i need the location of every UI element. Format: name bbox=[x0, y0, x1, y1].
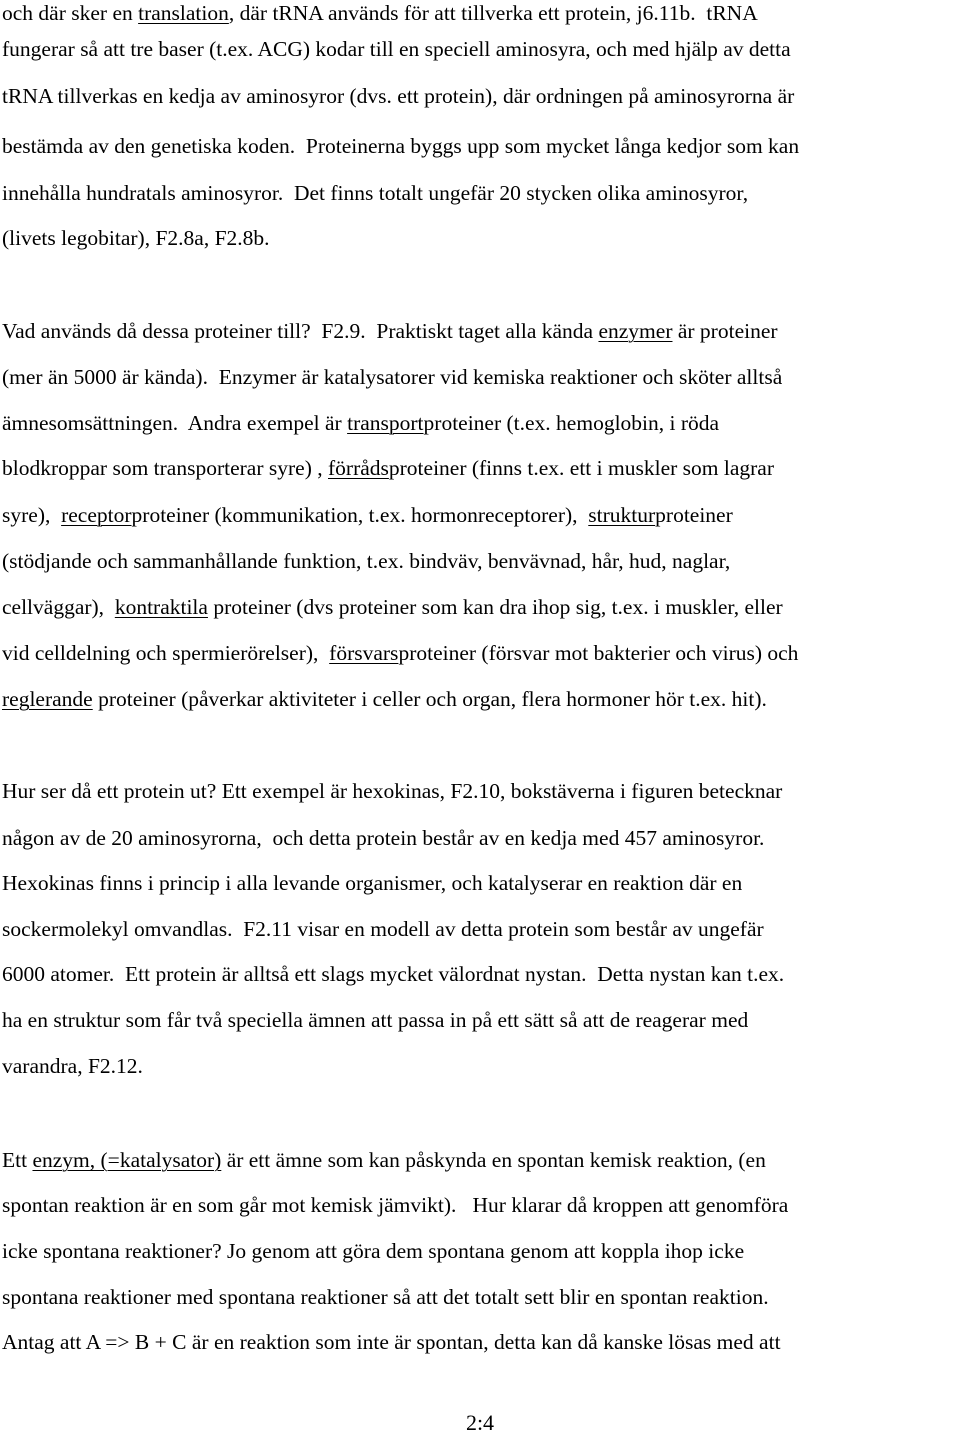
text-line bbox=[2, 961, 784, 987]
text-line bbox=[2, 455, 774, 481]
text-line bbox=[2, 916, 764, 942]
text-segment: icke spontana reaktioner? Jo genom att göra dem spontana genom att koppla ihop icke bbox=[2, 1239, 745, 1263]
text-segment: innehålla hundratals aminosyror. Det finns totalt ungefär 20 stycken olika aminosyror, bbox=[2, 181, 749, 205]
underlined-term: transport bbox=[347, 411, 424, 435]
text-segment: varandra, F2.12. bbox=[2, 1054, 143, 1078]
text-segment: Hexokinas finns i princip i alla levande organismer, och katalyserar en reaktion där en bbox=[2, 871, 743, 895]
text-segment: proteiner (påverkar aktiviteter i celler och organ, flera hormoner hör t.ex. hit). bbox=[92, 687, 767, 711]
underlined-term: translation bbox=[138, 1, 229, 25]
underlined-term: enzym, (=katalysator) bbox=[32, 1148, 222, 1172]
text-line bbox=[2, 1329, 781, 1355]
text-segment: vid celldelning och spermierörelser), bbox=[2, 641, 330, 665]
text-line bbox=[2, 502, 733, 528]
text-segment: proteiner (t.ex. hemoglobin, i röda bbox=[423, 411, 720, 435]
text-segment: proteiner (finns t.ex. ett i muskler som lagrar bbox=[388, 456, 774, 480]
text-line bbox=[2, 778, 782, 804]
text-line bbox=[2, 180, 748, 206]
text-segment: någon av de 20 aminosyrorna, och detta protein består av en kedja med 457 aminosyror. bbox=[2, 826, 765, 850]
text-line bbox=[2, 825, 764, 851]
text-line bbox=[2, 83, 794, 109]
text-line bbox=[2, 318, 778, 344]
text-segment: tRNA tillverkas en kedja av aminosyror (dvs. ett protein), där ordningen på aminosyrorna är bbox=[2, 84, 795, 108]
text-segment: och där sker en bbox=[2, 1, 139, 25]
text-segment: syre), bbox=[2, 503, 62, 527]
page-number: 2:4 bbox=[465, 1410, 495, 1435]
text-segment: Hur ser då ett protein ut? Ett exempel är hexokinas, F2.10, bokstäverna i figuren betecknar bbox=[2, 779, 783, 803]
text-segment: proteiner (kommunikation, t.ex. hormonreceptorer), bbox=[131, 503, 589, 527]
text-line bbox=[2, 594, 783, 620]
text-segment: (livets legobitar), F2.8a, F2.8b. bbox=[2, 226, 270, 250]
text-segment: Ett bbox=[2, 1148, 33, 1172]
text-segment: fungerar så att tre baser (t.ex. ACG) kodar till en speciell aminosyra, och med hjälp av detta bbox=[2, 37, 791, 61]
text-segment: är ett ämne som kan påskynda en spontan kemisk reaktion, (en bbox=[221, 1148, 766, 1172]
text-segment: cellväggar), bbox=[2, 595, 115, 619]
text-segment: är proteiner bbox=[672, 319, 778, 343]
text-line bbox=[2, 410, 719, 436]
underlined-term: förråds bbox=[328, 456, 389, 480]
underlined-term: enzymer bbox=[598, 319, 673, 343]
text-segment: 6000 atomer. Ett protein är alltså ett slags mycket välordnat nystan. Detta nystan kan t.ex. bbox=[2, 962, 785, 986]
text-segment: , där tRNA används för att tillverka ett protein, j6.11b. tRNA bbox=[228, 1, 758, 25]
text-segment: bestämda av den genetiska koden. Proteinerna byggs upp som mycket långa kedjor som kan bbox=[2, 134, 800, 158]
text-segment: proteiner (försvar mot bakterier och virus) och bbox=[398, 641, 799, 665]
text-line bbox=[2, 1007, 748, 1033]
text-line bbox=[2, 1192, 788, 1218]
underlined-term: försvars bbox=[329, 641, 399, 665]
text-segment: ha en struktur som får två speciella ämnen att passa in på ett sätt så att de reagerar med bbox=[2, 1008, 749, 1032]
text-segment: ämnesomsättningen. Andra exempel är bbox=[2, 411, 348, 435]
text-line bbox=[2, 640, 798, 666]
text-line bbox=[2, 364, 782, 390]
underlined-term: struktur bbox=[588, 503, 656, 527]
text-segment: spontan reaktion är en som går mot kemisk jämvikt). Hur klarar då kroppen att genomföra bbox=[2, 1193, 789, 1217]
text-line bbox=[2, 1238, 744, 1264]
text-segment: Antag att A => B + C är en reaktion som inte är spontan, detta kan då kanske lösas med att bbox=[2, 1330, 781, 1354]
text-line bbox=[2, 1284, 769, 1310]
text-line bbox=[2, 548, 730, 574]
text-segment: sockermolekyl omvandlas. F2.11 visar en modell av detta protein som består av ungefär bbox=[2, 917, 764, 941]
text-segment: blodkroppar som transporterar syre) , bbox=[2, 456, 328, 480]
text-segment: spontana reaktioner med spontana reaktioner så att det totalt sett blir en spontan reaktion. bbox=[2, 1285, 769, 1309]
text-segment: (stödjande och sammanhållande funktion, t.ex. bindväv, benvävnad, hår, hud, naglar, bbox=[2, 549, 731, 573]
underlined-term: kontraktila bbox=[114, 595, 208, 619]
underlined-term: receptor bbox=[61, 503, 132, 527]
text-segment: proteiner bbox=[655, 503, 733, 527]
text-line bbox=[2, 225, 270, 251]
text-line bbox=[2, 1053, 143, 1079]
text-line bbox=[2, 870, 742, 896]
text-line bbox=[2, 0, 758, 26]
text-line bbox=[2, 1147, 766, 1173]
underlined-term: reglerande bbox=[2, 687, 93, 711]
text-segment: Vad används då dessa proteiner till? F2.9. Praktiskt taget alla kända bbox=[2, 319, 599, 343]
text-segment: (mer än 5000 är kända). Enzymer är katalysatorer vid kemiska reaktioner och sköter alltså bbox=[2, 365, 783, 389]
text-segment: proteiner (dvs proteiner som kan dra ihop sig, t.ex. i muskler, eller bbox=[207, 595, 783, 619]
text-line bbox=[2, 133, 799, 159]
text-line bbox=[2, 686, 767, 712]
text-line bbox=[2, 36, 791, 62]
